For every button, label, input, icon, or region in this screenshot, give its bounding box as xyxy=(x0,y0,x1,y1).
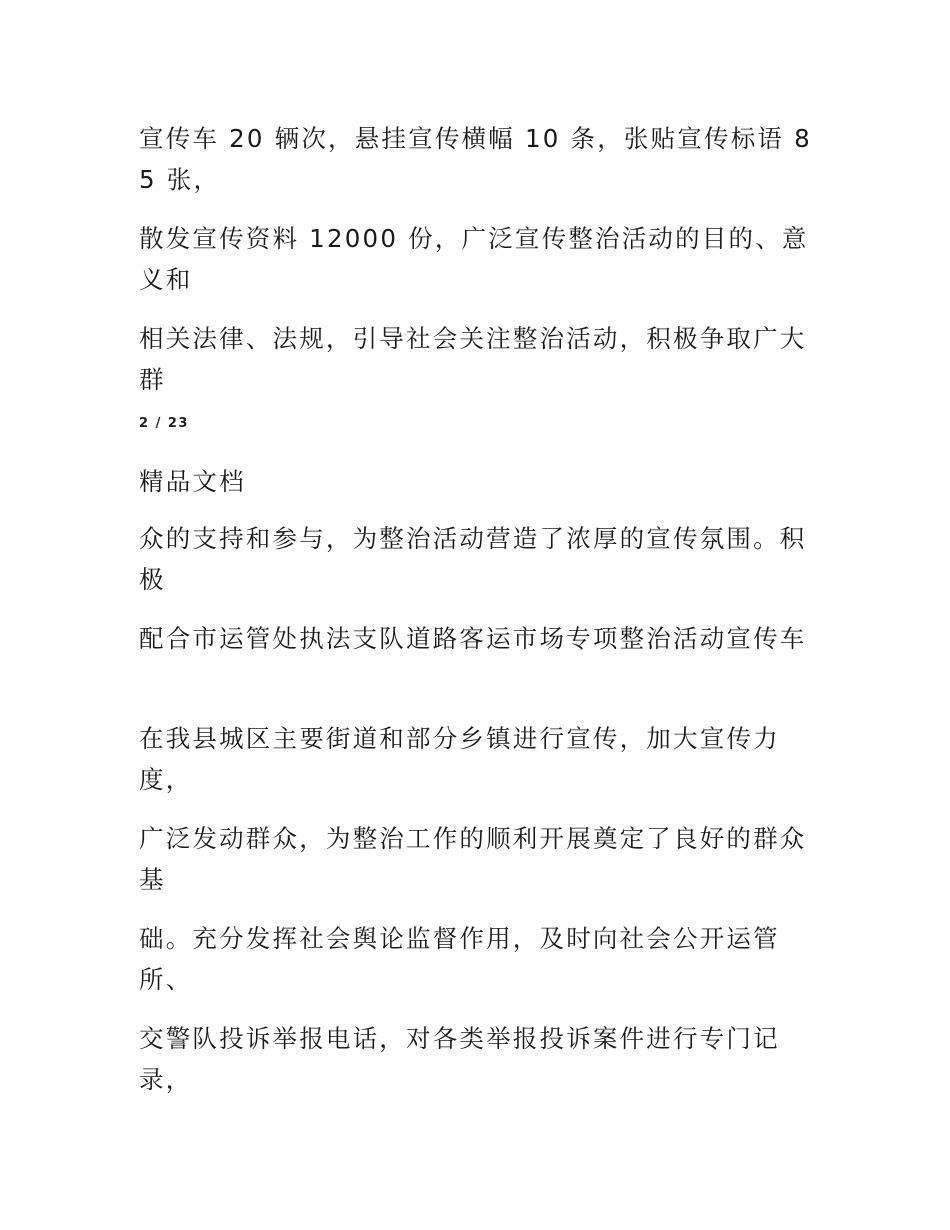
document-header-label: 精品文档 xyxy=(139,467,246,496)
page-number: 2 / 23 xyxy=(139,416,189,431)
paragraph-3: 相关法律、法规，引导社会关注整治活动，积极争取广大群 xyxy=(139,324,807,394)
paragraph-5: 配合市运管处执法支队道路客运市场专项整治活动宣传车 xyxy=(139,624,807,653)
paragraph-4: 众的支持和参与，为整治活动营造了浓厚的宣传氛围。积极 xyxy=(139,524,807,594)
paragraph-9: 交警队投诉举报电话，对各类举报投诉案件进行专门记录， xyxy=(139,1024,780,1094)
paragraph-1: 宣传车 20 辆次，悬挂宣传横幅 10 条，张贴宣传标语 85 张， xyxy=(139,124,812,194)
paragraph-2: 散发宣传资料 12000 份，广泛宣传整治活动的目的、意义和 xyxy=(139,224,809,294)
paragraph-7: 广泛发动群众，为整治工作的顺利开展奠定了良好的群众基 xyxy=(139,824,807,894)
paragraph-8: 础。充分发挥社会舆论监督作用，及时向社会公开运管所、 xyxy=(139,924,780,994)
paragraph-6: 在我县城区主要街道和部分乡镇进行宣传，加大宣传力度， xyxy=(139,724,780,794)
